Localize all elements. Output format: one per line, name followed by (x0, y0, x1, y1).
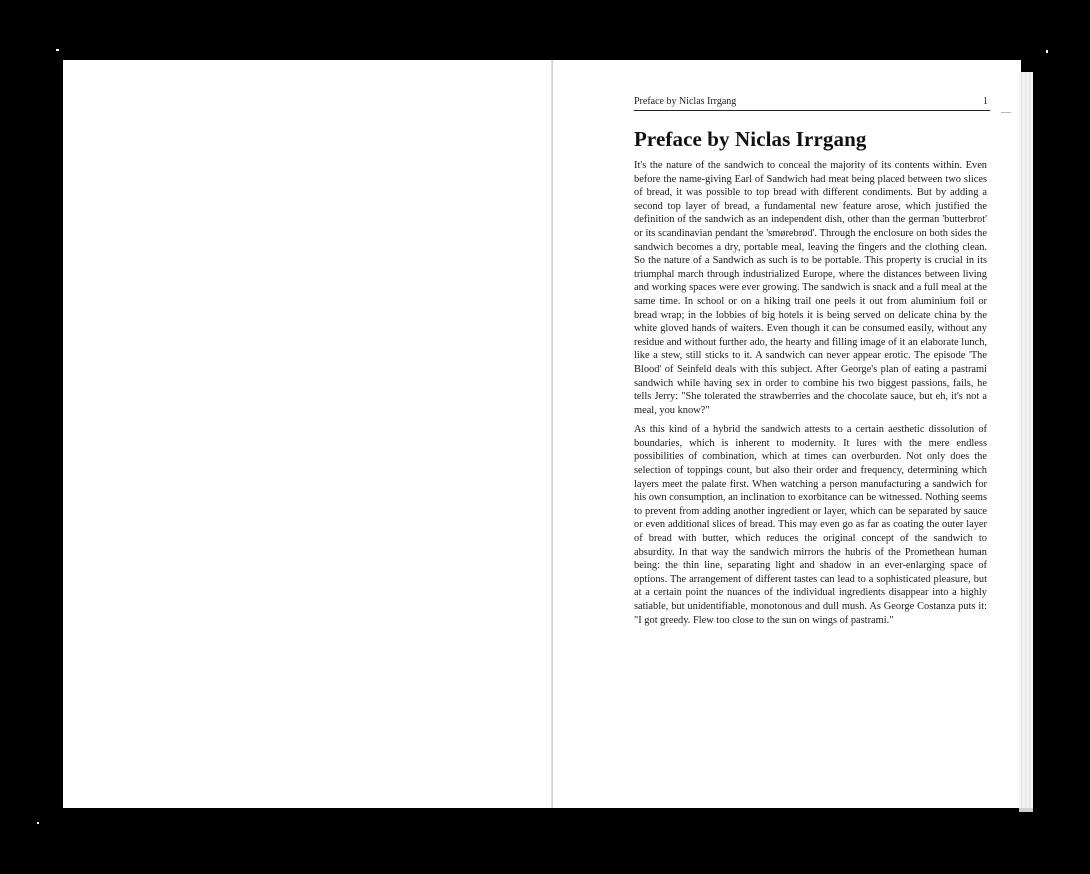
page-edges (1019, 72, 1033, 808)
paragraph-1: It's the nature of the sandwich to conceal the majority of its contents within. Even before the name-giving Earl of Sandwich had meat being placed between two slices of bread, it was possible to top bread with different condiments. But by adding a second top layer of bread, a fundamental new feature arose, which justified the definition of the sandwich as an independent dish, other than the german 'butterbrot' or its scandinavian pendant the 'smørebrød'. Through the enclosure on both sides the sandwich becomes a dry, portable meal, leaving the fingers and the clothing clean. So the nature of a Sandwich as such is to be portable. This property is crucial in its triumphal march through industrialized Europe, where the distances between living and working spaces were ever growing. The sandwich is snack and a full meal at the same time. In school or on a hiking trail one peels it out from aluminium foil or bread wrap; in the lobbies of big hotels it is being served on delicate china by the white gloved hands of waiters. Even though it can be consumed easily, without any residue and without further ado, the hearty and filling image of it an elaborate lunch, like a stew, still sticks to it. A sandwich can never appear erotic. The episode 'The Blood' of Seinfeld deals with this subject. After George's plan of eating a pastrami sandwich while having sex in order to combine his two biggest passions, fails, he tells Jerry: "She tolerated the strawberries and the chocolate sauce, but eh, it's not a meal, you know?" (634, 160, 987, 416)
body-text (634, 159, 987, 627)
scan-speck (1001, 112, 1011, 113)
page-number: 1 (983, 96, 988, 107)
left-page-blank (63, 60, 553, 808)
running-head-title: Preface by Niclas Irrgang (634, 96, 737, 107)
scan-speck (56, 49, 59, 51)
chapter-title: Preface by Niclas Irrgang (634, 127, 867, 151)
page-edges-bottom (1019, 808, 1033, 812)
paragraph-2: As this kind of a hybrid the sandwich attests to a certain aesthetic dissolution of boundaries, which is inherent to modernity. It lures with the mere endless possibilities of combination, which at times can overburden. Not only does the selection of toppings count, but also their order and frequency, determining which layers meet the palate first. When watching a person manufacturing a sandwich for his own consumption, an inclination to exorbitance can be witnessed. Nothing seems to prevent from adding another ingredient or layer, which can be separated by sauce or even additional slices of bread. This may even go as far as coating the outer layer of bread with butter, which reduces the original concept of the sandwich to absurdity. In that way the sandwich mirrors the hubris of the Promethean human being: the thin line, separating light and shadow in an ever-enlarging space of options. The arrangement of different tastes can lead to a sophisticated pleasure, but at a certain point the nuances of the individual ingredients disappear into a highly satiable, but unidentifiable, monotonous and dull mush. As George Costanza puts it: "I got greedy. Flew too close to the sun on wings of pastrami." (634, 424, 987, 626)
scan-speck (37, 822, 39, 824)
scan-speck (1046, 50, 1048, 53)
running-head (634, 96, 990, 111)
